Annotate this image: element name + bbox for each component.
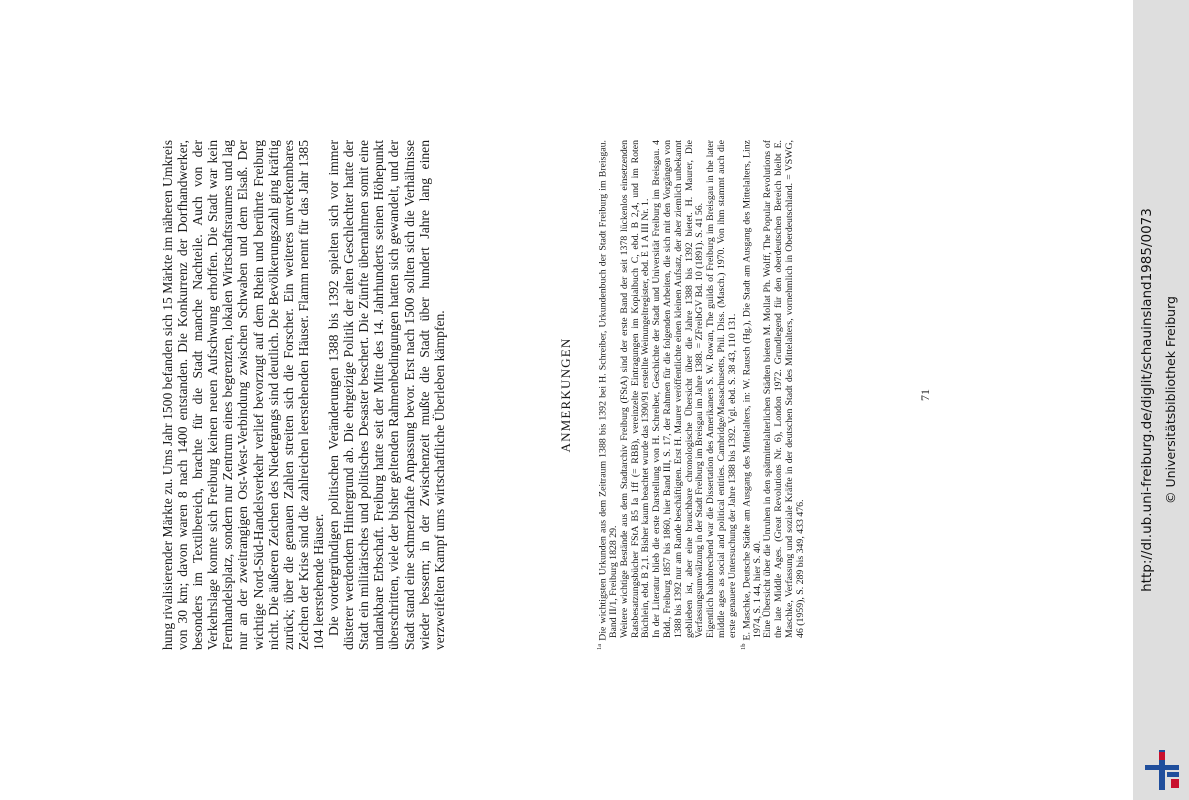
footnote-1b-overview: Eine Übersicht über die Unruhen in den spätmittelalterlichen Städten bieten M. Mollat Ph. Wolff, The Popular Revolutions of the late Middle Ages. (Great Revolutions Nr. 6), London 1972. Grundlegend für den oberdeutschen Bereich bleibt E. Maschke, Verfassung und soziale Kräfte in der deutschen Stadt des Mittelalters, vornehmlich in Oberdeutschland. = VSWG, 46 (1959), S. 289 bis 349, 433 476. [762, 140, 806, 638]
footnote-1a-sources: Weitere wichtige Bestände aus dem Stadtarchiv Freiburg (FStA) sind der erste Band der seit 1378 lückenlos einsetzenden Ratsbesatzungsbücher FStA B5 Ia 1ff (= RBB), vereinzelte Eintragungen im Kopialbuch C, ebd. B 2,4, und im Roten Büchlein, ebd. B 2,1. Bisher kaum beachtet wurde das 1390/91 erstellte Weinungeltregister, ebd. E 1 A III Nr. 1. [618, 140, 652, 638]
footnote-text: E. Maschke, Deutsche Städte am Ausgang des Mittelalters, in: W. Rausch (Hg.), Die Stadt am Ausgang des Mittelalters, Linz 1974, S. 1 44, hier S. 40. [740, 140, 763, 641]
sidebar-rotated-text [1133, 0, 1189, 800]
footnotes [595, 140, 807, 650]
footnote-marker: 1b [739, 643, 747, 650]
body-paragraph-2: Die vordergründigen politischen Veränderungen 1388 bis 1392 spielten sich vor immer düsterer werdendem Hintergrund ab. Die ehrgeizige Politik der alten Geschlechter hatte der Stadt ein militärisches und politisches Desaster beschert. Die Zünfte übernahmen somit eine undankbare Erbschaft. Freiburg hatte seit der Mitte des 14. Jahrhunderts seinen Höhepunkt überschritten, viele der bisher geltenden Rahmenbedingungen hatten sich gewandelt, und der Stadt stand eine schmerzhafte Anpassung bevor. Erst nach 1500 sollten sich die Verhältnisse wieder bessern; in der Zwischenzeit mußte die Stadt über hundert Jahre lang einen verzweifelten Kampf ums wirtschaftliche Überleben kämpfen. [326, 140, 447, 650]
footnote-text: Die wichtigsten Urkunden aus dem Zeitraum 1388 bis 1392 bei H. Schreiber, Urkundenbuch der Stadt Freiburg im Breisgau. Band II/1, Freiburg 1828 29. [597, 139, 620, 641]
footnote-1b [739, 140, 764, 650]
viewer-sidebar [1133, 0, 1189, 800]
body-text [160, 140, 447, 650]
notes-heading: ANMERKUNGEN [558, 337, 573, 453]
footnote-1a-rowan: Eigentlich bahnbrechend war die Dissertation des Amerikaners S. W. Rowan, The guilds of Freiburg im Breisgau in the later middle ages as social and political entities. Cambridge/Massachusetts, Phil. Diss. (Masch.) 1970. Von ihm stammt auch die erste genauere Untersuchung der Jahre 1388 bis 1392. Vgl. ebd. S. 38 43, 110 131. [705, 140, 738, 638]
copyright-notice: © Universitätsbibliothek Freiburg [1163, 296, 1178, 504]
footnote-1a-literature: In der Literatur blieb die erste Darstellung von H. Schreiber, Geschichte der Stadt und Universität Freiburg im Breisgau. 4 Bdd., Freiburg 1857 bis 1860, hier Band III, S. 17, der Rahmen für die folgenden Arbeiten, die sich mit den Vorgängen von 1388 bis 1392 nur am Rande beschäftigten. Erst H. Maurer veröffentlichte einen kleinen Aufsatz, der aber ziemlich unbekannt geblieben ist, aber eine brauchbare chronologische Übersicht über die Jahre 1388 bis 1392 bietet. H. Maurer, Die Verfassungsumwälzung in der Stadt Freiburg im Breisgau im Jahre 1388. = ZFreibGV Bd. 10 (1891). S. 41 56. [651, 140, 706, 638]
footnote-marker: 1a [596, 643, 603, 650]
page-number: 71 [918, 389, 932, 401]
page-text-block [160, 140, 950, 650]
body-paragraph-1: hung rivalisierender Märkte zu. Ums Jahr 1500 befanden sich 15 Märkte im näheren Umkreis von 30 km; davon waren 8 nach 1400 entstanden. Die Konkurrenz der Dorfhandwerker, besonders im Textilbereich, brachte für die Stadt manche Nachteile. Auch von der Verkehrslage konnte sich Freiburg keinen neuen Aufschwung erhoffen. Die Stadt war kein Fernhandelsplatz, sondern nur Zentrum eines begrenzten, lokalen Wirtschaftsraumes und lag nur an der zweitrangigen Ost-West-Verbindung zwischen Schwaben und dem Elsaß. Der wichtige Nord-Süd-Handelsverkehr verlief bevorzugt auf dem Rhein und berührte Freiburg nicht. Die äußeren Zeichen des Niedergangs sind deutlich. Die Bevölkerungszahl ging kräftig zurück; über die genauen Zahlen streiten sich die Forscher. Ein weiteres unverkennbares Zeichen der Krise sind die zahlreichen leerstehenden Häuser. Flamm nennt für das Jahr 1385 104 leerstehende Häuser. [160, 140, 326, 650]
ub-freiburg-logo-icon [1143, 748, 1181, 792]
footnote-1a [595, 140, 620, 650]
permalink-url[interactable]: http://dl.ub.uni-freiburg.de/diglit/schauinsland1985/0073 [1139, 208, 1155, 592]
